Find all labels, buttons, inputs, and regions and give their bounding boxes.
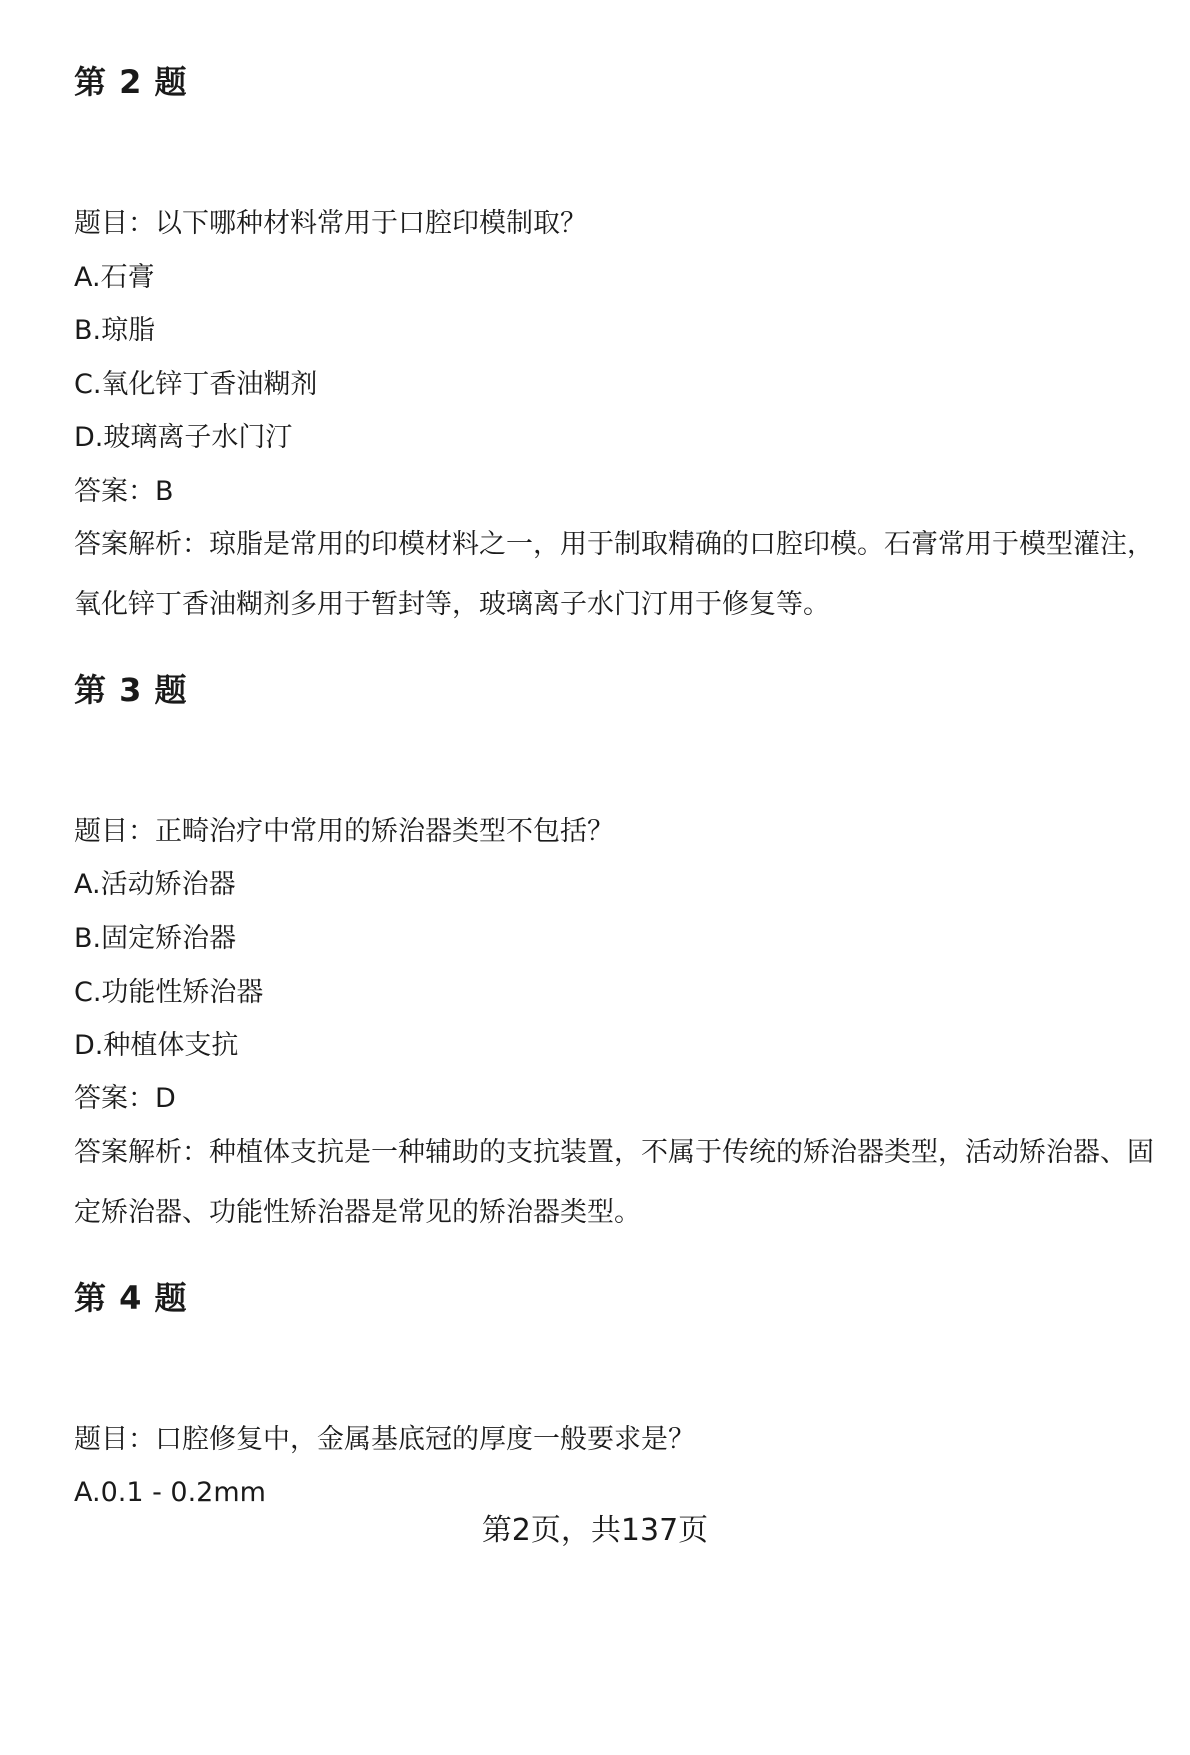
option-b: B.固定矫治器 <box>74 923 237 954</box>
option-b: B.琼脂 <box>74 315 156 346</box>
option-c: C.功能性矫治器 <box>74 977 264 1008</box>
question-stem: 题目：口腔修复中，金属基底冠的厚度一般要求是？ <box>74 1424 695 1455</box>
option-a: A.石膏 <box>74 262 155 293</box>
question-heading: 第 4 题 <box>74 1279 188 1317</box>
option-a: A.0.1 - 0.2mm <box>74 1477 266 1508</box>
option-d: D.种植体支抗 <box>74 1030 239 1061</box>
answer-analysis: 答案解析：种植体支抗是一种辅助的支抗装置，不属于传统的矫治器类型，活动矫治器、固定矫治器、功能性矫治器是常见的矫治器类型。 <box>74 1137 1154 1228</box>
question-heading: 第 2 题 <box>74 63 188 101</box>
option-a: A.活动矫治器 <box>74 869 236 900</box>
answer: 答案：D <box>74 1083 176 1114</box>
answer: 答案：B <box>74 476 174 507</box>
question-heading: 第 3 题 <box>74 671 188 709</box>
question-stem: 题目：正畸治疗中常用的矫治器类型不包括？ <box>74 816 614 847</box>
option-c: C.氧化锌丁香油糊剂 <box>74 369 318 400</box>
question-stem: 题目：以下哪种材料常用于口腔印模制取？ <box>74 208 587 239</box>
option-d: D.玻璃离子水门汀 <box>74 422 293 453</box>
answer-analysis: 答案解析：琼脂是常用的印模材料之一，用于制取精确的口腔印模。石膏常用于模型灌注，氧化锌丁香油糊剂多用于暂封等，玻璃离子水门汀用于修复等。 <box>74 529 1154 620</box>
page-number: 第2页，共137页 <box>481 1513 709 1548</box>
